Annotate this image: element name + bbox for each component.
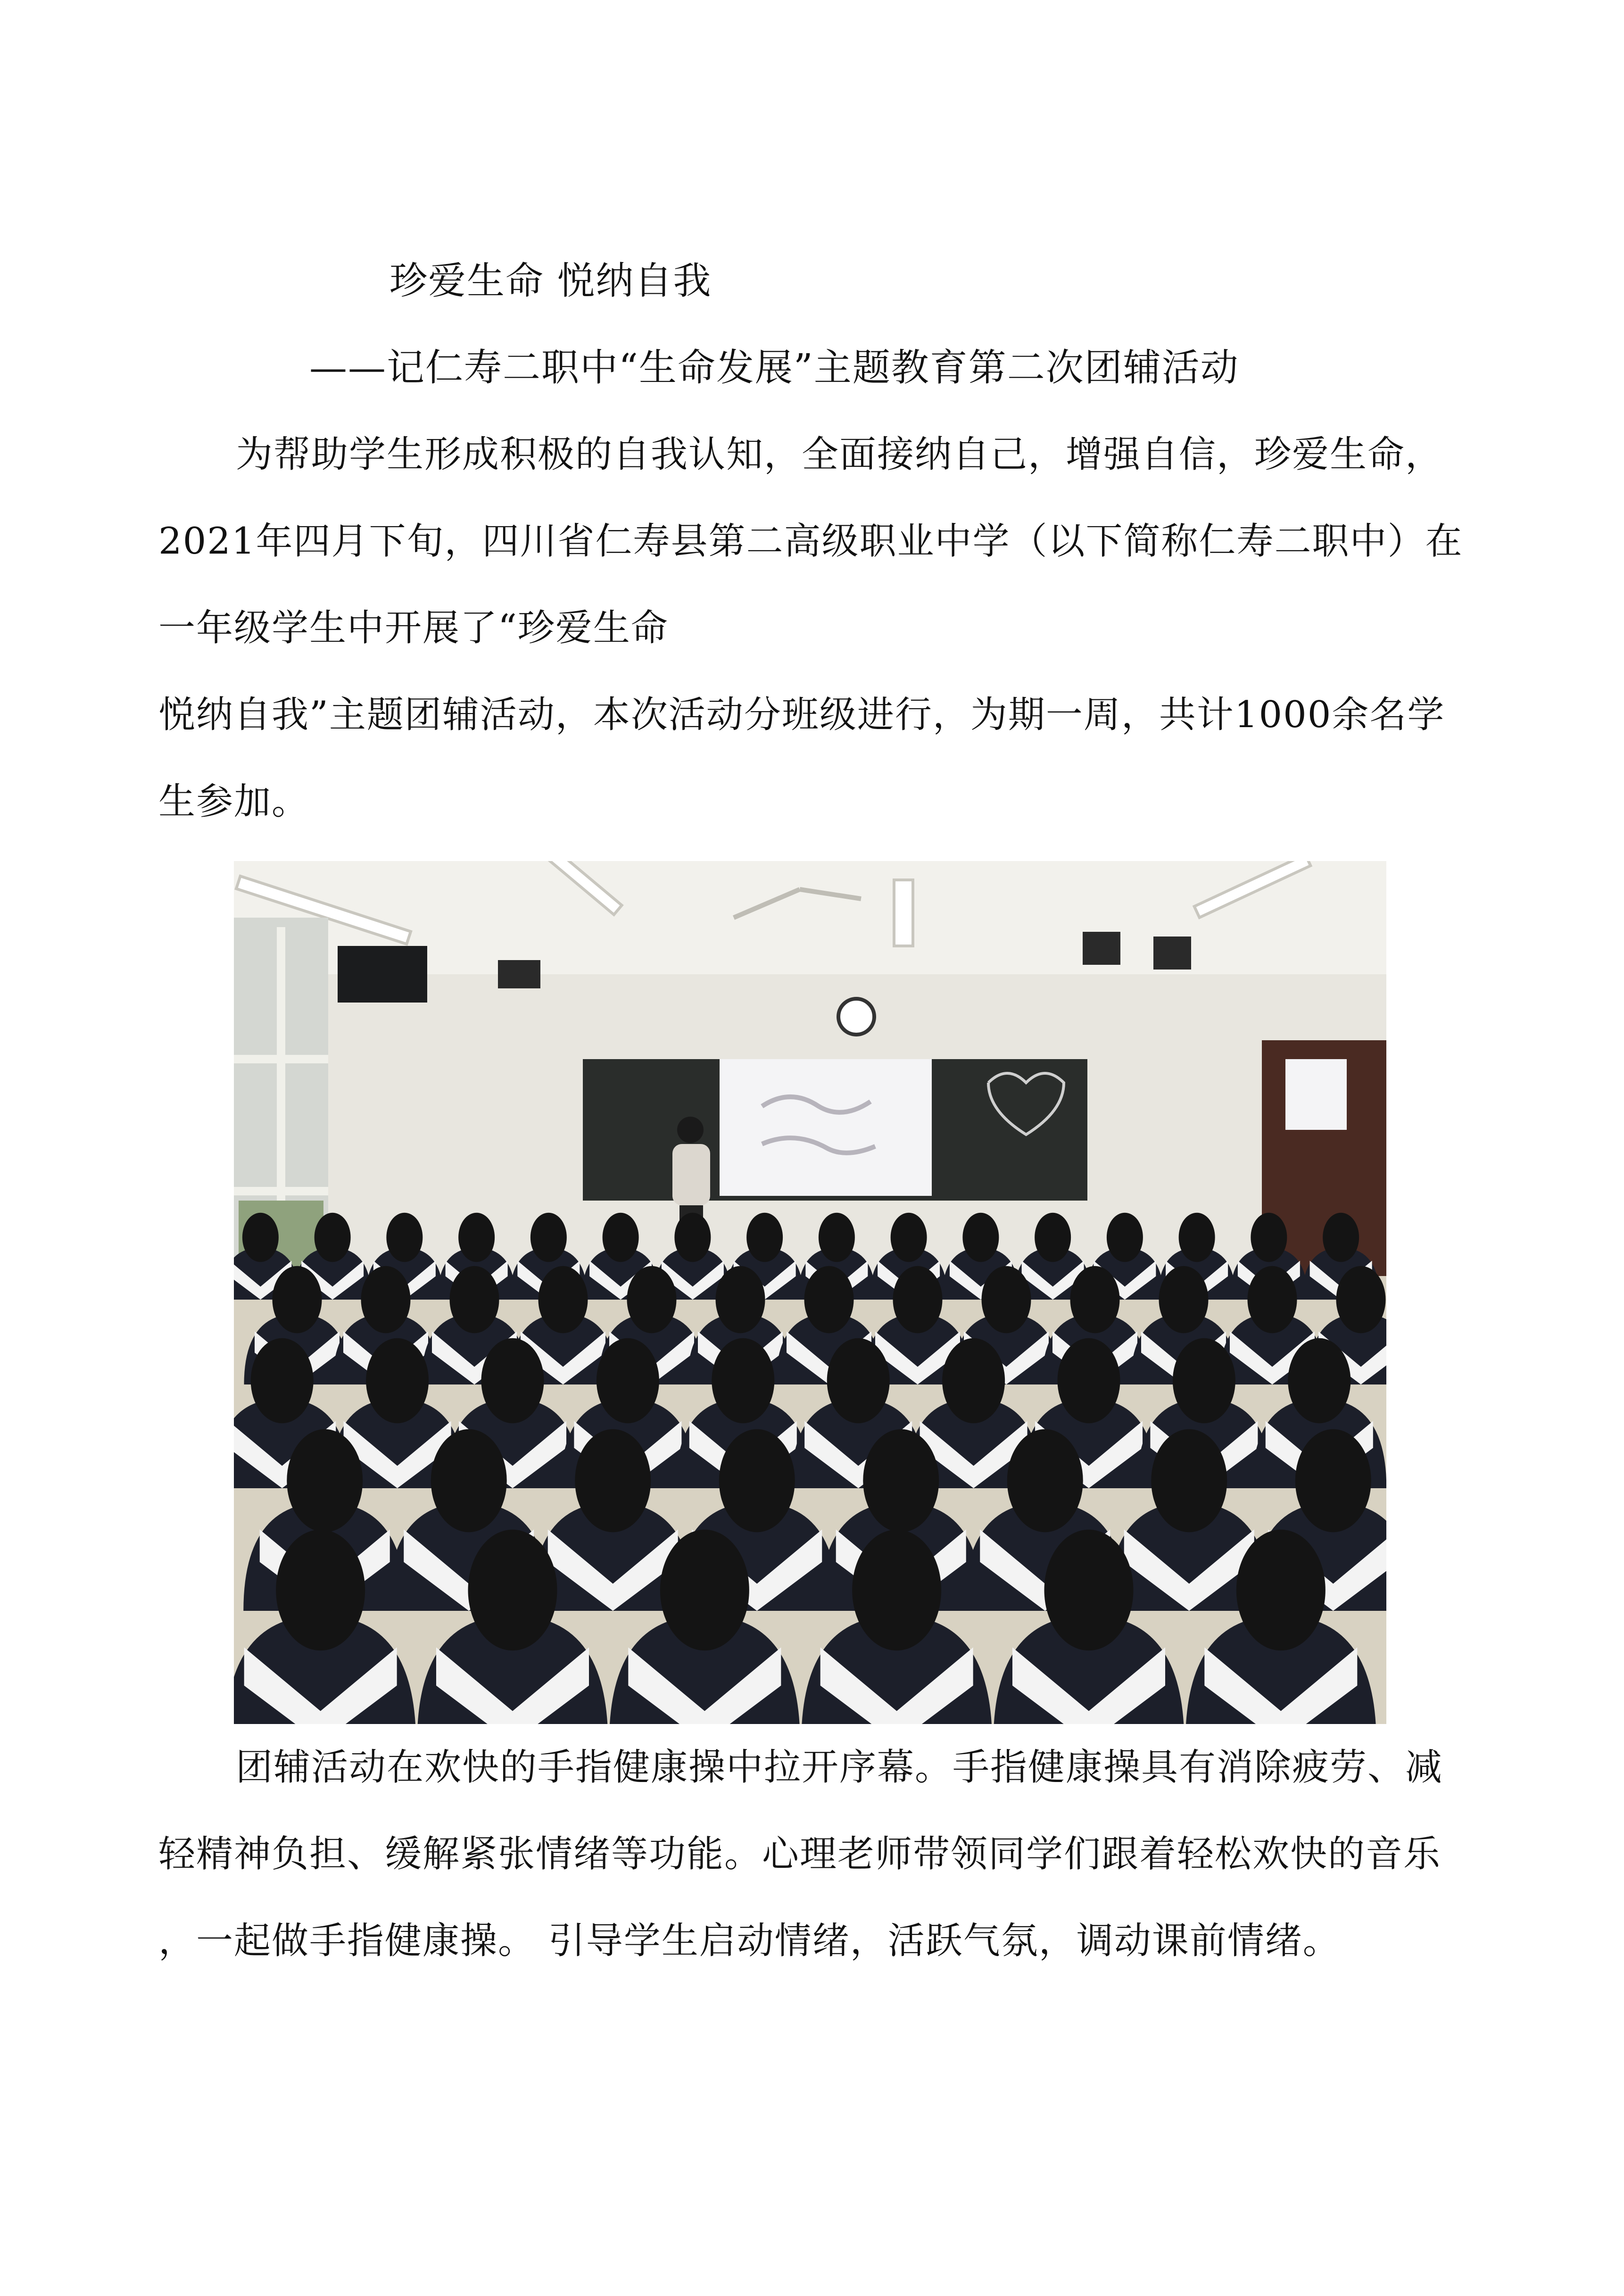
paragraph-1-line-4: 悦纳自我”主题团辅活动，本次活动分班级进行，为期一周，共计1000余名学 bbox=[158, 694, 1445, 736]
paragraph-2-line-2: 轻精神负担、缓解紧张情绪等功能。心理老师带领同学们跟着轻松欢快的音乐 bbox=[158, 1833, 1442, 1875]
page-title: 珍爱生命 悦纳自我 bbox=[389, 259, 712, 303]
page-subtitle: ——记仁寿二职中“生命发展”主题教育第二次团辅活动 bbox=[309, 346, 1239, 390]
paragraph-2-line-1: 团辅活动在欢快的手指健康操中拉开序幕。手指健康操具有消除疲劳、减 bbox=[236, 1746, 1443, 1789]
paragraph-2-line-3: ，一起做手指健康操。 引导学生启动情绪，活跃气氛，调动课前情绪。 bbox=[158, 1920, 1341, 1962]
activity-photo bbox=[234, 861, 1386, 1724]
paragraph-1-line-5: 生参加。 bbox=[158, 780, 310, 823]
paragraph-1-line-1: 为帮助学生形成积极的自我认知，全面接纳自己，增强自信，珍爱生命， bbox=[236, 433, 1443, 476]
paragraph-1-line-2: 2021年四月下旬，四川省仁寿县第二高级职业中学（以下简称仁寿二职中）在 bbox=[158, 520, 1463, 563]
paragraph-1-line-3: 一年级学生中开展了“珍爱生命 bbox=[158, 607, 669, 649]
